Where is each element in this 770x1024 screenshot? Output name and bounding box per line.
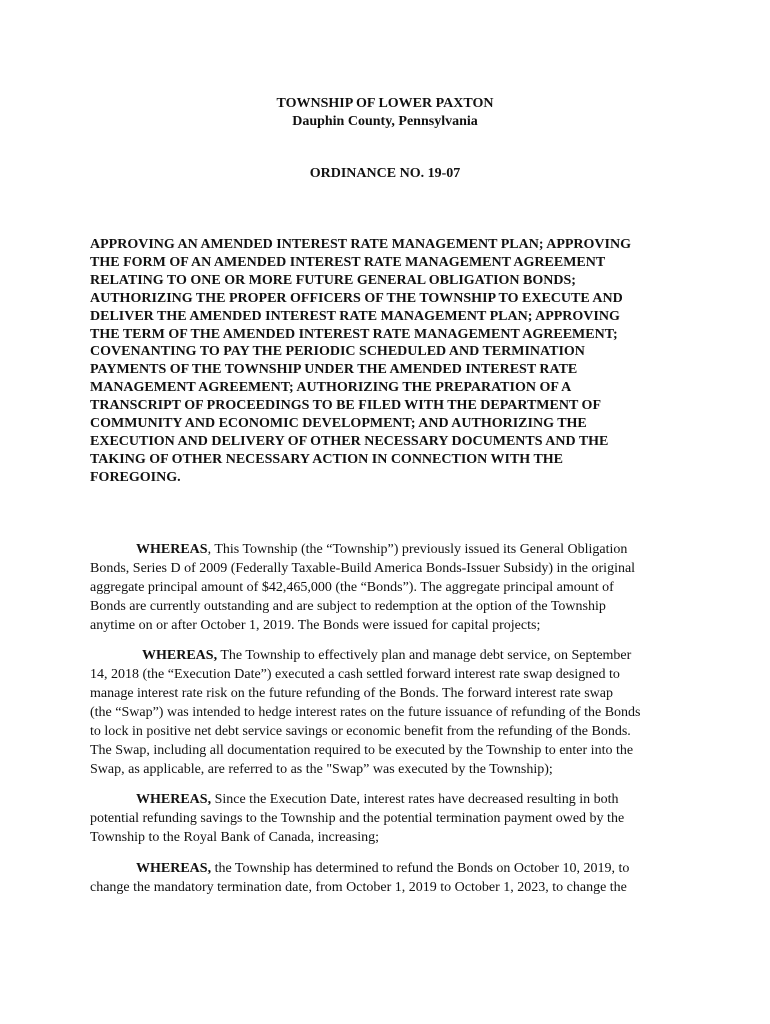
title-line: COMMUNITY AND ECONOMIC DEVELOPMENT; AND AUTHORIZING THE bbox=[90, 416, 587, 432]
title-line: TAKING OF OTHER NECESSARY ACTION IN CONNECTION WITH THE bbox=[90, 451, 564, 467]
paragraph-line: manage interest rate risk on the future refunding of the Bonds. The forward interest rate swap bbox=[90, 686, 614, 701]
paragraph-line: change the mandatory termination date, from October 1, 2019 to October 1, 2023, to change the bbox=[90, 880, 627, 895]
whereas-paragraph-2 bbox=[90, 646, 700, 779]
paragraph-first-line bbox=[90, 540, 700, 559]
paragraph-line: Township to the Royal Bank of Canada, increasing; bbox=[90, 830, 380, 845]
paragraph-first-line bbox=[90, 859, 700, 878]
title-line: COVENANTING TO PAY THE PERIODIC SCHEDULED AND TERMINATION bbox=[90, 344, 585, 360]
paragraph-text: the Township has determined to refund the Bonds on October 10, 2019, to bbox=[211, 861, 630, 876]
paragraph-line: potential refunding savings to the Township and the potential termination payment owed by the bbox=[90, 811, 625, 826]
title-line: AUTHORIZING THE PROPER OFFICERS OF THE TOWNSHIP TO EXECUTE AND bbox=[90, 290, 623, 306]
ordinance-title bbox=[90, 236, 690, 487]
title-line: RELATING TO ONE OR MORE FUTURE GENERAL OBLIGATION BONDS; bbox=[90, 272, 576, 288]
title-line: APPROVING AN AMENDED INTEREST RATE MANAGEMENT PLAN; APPROVING bbox=[90, 237, 631, 252]
paragraph-text: Since the Execution Date, interest rates have decreased resulting in both bbox=[211, 792, 619, 807]
paragraph-text: The Township to effectively plan and manage debt service, on September bbox=[217, 648, 632, 663]
county-heading: Dauphin County, Pennsylvania bbox=[292, 114, 478, 129]
paragraph-line: Bonds are currently outstanding and are subject to redemption at the option of the Township bbox=[90, 599, 606, 614]
whereas-lead: WHEREAS, bbox=[136, 792, 212, 807]
whereas-lead: WHEREAS, bbox=[136, 861, 212, 876]
title-line: DELIVER THE AMENDED INTEREST RATE MANAGEMENT PLAN; APPROVING bbox=[90, 308, 620, 324]
whereas-lead: WHEREAS bbox=[136, 542, 208, 557]
paragraph-line: (the “Swap”) was intended to hedge interest rates on the future issuance of refunding of the Bonds bbox=[90, 705, 641, 720]
paragraph-line: anytime on or after October 1, 2019. The Bonds were issued for capital projects; bbox=[90, 618, 541, 633]
paragraph-line: The Swap, including all documentation required to be executed by the Township to enter into the bbox=[90, 743, 634, 758]
whereas-paragraph-3 bbox=[90, 790, 700, 847]
title-line: PAYMENTS OF THE TOWNSHIP UNDER THE AMENDED INTEREST RATE bbox=[90, 362, 578, 378]
title-line: FOREGOING. bbox=[90, 469, 181, 485]
whereas-paragraph-4 bbox=[90, 859, 700, 897]
title-line: MANAGEMENT AGREEMENT; AUTHORIZING THE PREPARATION OF A bbox=[90, 380, 572, 396]
paragraph-first-line bbox=[90, 646, 700, 665]
paragraph-text: , This Township (the “Township”) previously issued its General Obligation bbox=[207, 542, 628, 557]
paragraph-line: aggregate principal amount of $42,465,000 (the “Bonds”). The aggregate principal amount of bbox=[90, 580, 614, 595]
title-line: THE FORM OF AN AMENDED INTEREST RATE MANAGEMENT AGREEMENT bbox=[90, 254, 606, 270]
whereas-paragraph-1 bbox=[90, 540, 700, 635]
paragraph-line: 14, 2018 (the “Execution Date”) executed a cash settled forward interest rate swap designed to bbox=[90, 667, 620, 682]
paragraph-line: Bonds, Series D of 2009 (Federally Taxable-Build America Bonds-Issuer Subsidy) in the original bbox=[90, 561, 636, 576]
paragraph-line: Swap, as applicable, are referred to as the "Swap” was executed by the Township); bbox=[90, 762, 553, 777]
title-line: TRANSCRIPT OF PROCEEDINGS TO BE FILED WITH THE DEPARTMENT OF bbox=[90, 398, 601, 414]
paragraph-first-line bbox=[90, 790, 700, 809]
title-line: EXECUTION AND DELIVERY OF OTHER NECESSARY DOCUMENTS AND THE bbox=[90, 433, 609, 449]
paragraph-line: to lock in positive net debt service savings or economic benefit from the refunding of the Bonds. bbox=[90, 724, 631, 739]
township-heading: TOWNSHIP OF LOWER PAXTON bbox=[276, 96, 494, 111]
whereas-lead: WHEREAS, bbox=[142, 648, 218, 663]
ordinance-number: ORDINANCE NO. 19-07 bbox=[309, 166, 461, 181]
title-line: THE TERM OF THE AMENDED INTEREST RATE MANAGEMENT AGREEMENT; bbox=[90, 326, 618, 342]
